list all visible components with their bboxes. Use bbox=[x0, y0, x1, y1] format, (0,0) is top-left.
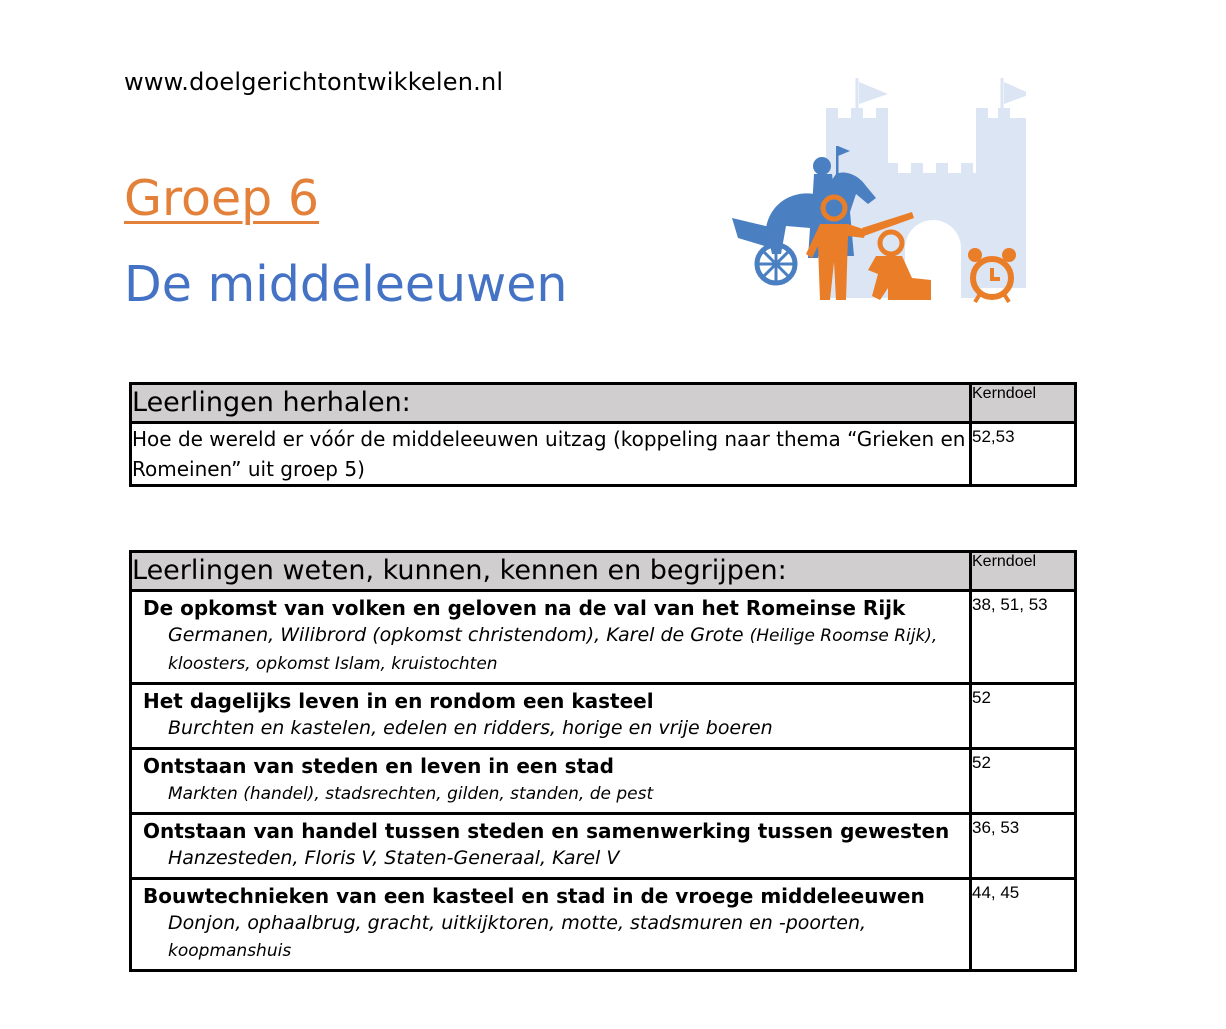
row-topic: Bouwtechnieken van een kasteel en stad in de vroege middeleeuwen bbox=[143, 884, 925, 908]
row-kerndoel: 44, 45 bbox=[971, 879, 1076, 971]
table-title: Leerlingen herhalen: bbox=[131, 384, 971, 423]
row-content bbox=[131, 591, 971, 684]
table-row bbox=[131, 749, 1076, 814]
kerndoel-header: Kerndoel bbox=[971, 384, 1076, 423]
website-url: www.doelgerichtontwikkelen.nl bbox=[124, 68, 504, 96]
row-kerndoel: 52,53 bbox=[971, 423, 1076, 486]
group-title: Groep 6 bbox=[124, 170, 320, 227]
table-row bbox=[131, 814, 1076, 879]
row-details: Markten (handel), stadsrechten, gilden, standen, de pest bbox=[168, 784, 654, 804]
kerndoel-header: Kerndoel bbox=[971, 552, 1076, 591]
row-content bbox=[131, 879, 971, 971]
row-kerndoel: 36, 53 bbox=[971, 814, 1076, 879]
row-kerndoel: 52 bbox=[971, 749, 1076, 814]
table-header-row bbox=[131, 552, 1076, 591]
table-row bbox=[131, 423, 1076, 486]
logo bbox=[726, 78, 1026, 306]
row-topic: Ontstaan van handel tussen steden en samenwerking tussen gewesten bbox=[143, 819, 950, 843]
row-content bbox=[131, 814, 971, 879]
row-details: Donjon, ophaalbrug, gracht, uitkijktoren, motte, stadsmuren en -poorten, koopmanshuis bbox=[168, 912, 867, 961]
learn-table bbox=[129, 550, 1077, 972]
row-text: Hoe de wereld er vóór de middeleeuwen uitzag (koppeling naar thema “Grieken en Romeinen” uit groep 5) bbox=[131, 423, 971, 486]
row-details: Germanen, Wilibrord (opkomst christendom), Karel de Grote (Heilige Roomse Rijk), kloosters, opkomst Islam, kruistochten bbox=[168, 624, 938, 674]
row-topic: Het dagelijks leven in en rondom een kasteel bbox=[143, 689, 654, 713]
row-kerndoel: 38, 51, 53 bbox=[971, 591, 1076, 684]
table-header-row bbox=[131, 384, 1076, 423]
table-title: Leerlingen weten, kunnen, kennen en begrijpen: bbox=[131, 552, 971, 591]
row-details: Burchten en kastelen, edelen en ridders, horige en vrije boeren bbox=[168, 717, 773, 739]
table-row bbox=[131, 684, 1076, 749]
row-details: Hanzesteden, Floris V, Staten-Generaal, Karel V bbox=[168, 847, 620, 869]
table-row bbox=[131, 591, 1076, 684]
row-kerndoel: 52 bbox=[971, 684, 1076, 749]
row-content bbox=[131, 749, 971, 814]
repeat-table bbox=[129, 382, 1077, 487]
table-row bbox=[131, 879, 1076, 971]
row-topic: De opkomst van volken en geloven na de val van het Romeinse Rijk bbox=[143, 596, 906, 620]
theme-title: De middeleeuwen bbox=[124, 256, 568, 313]
row-topic: Ontstaan van steden en leven in een stad bbox=[143, 754, 614, 778]
row-content bbox=[131, 684, 971, 749]
